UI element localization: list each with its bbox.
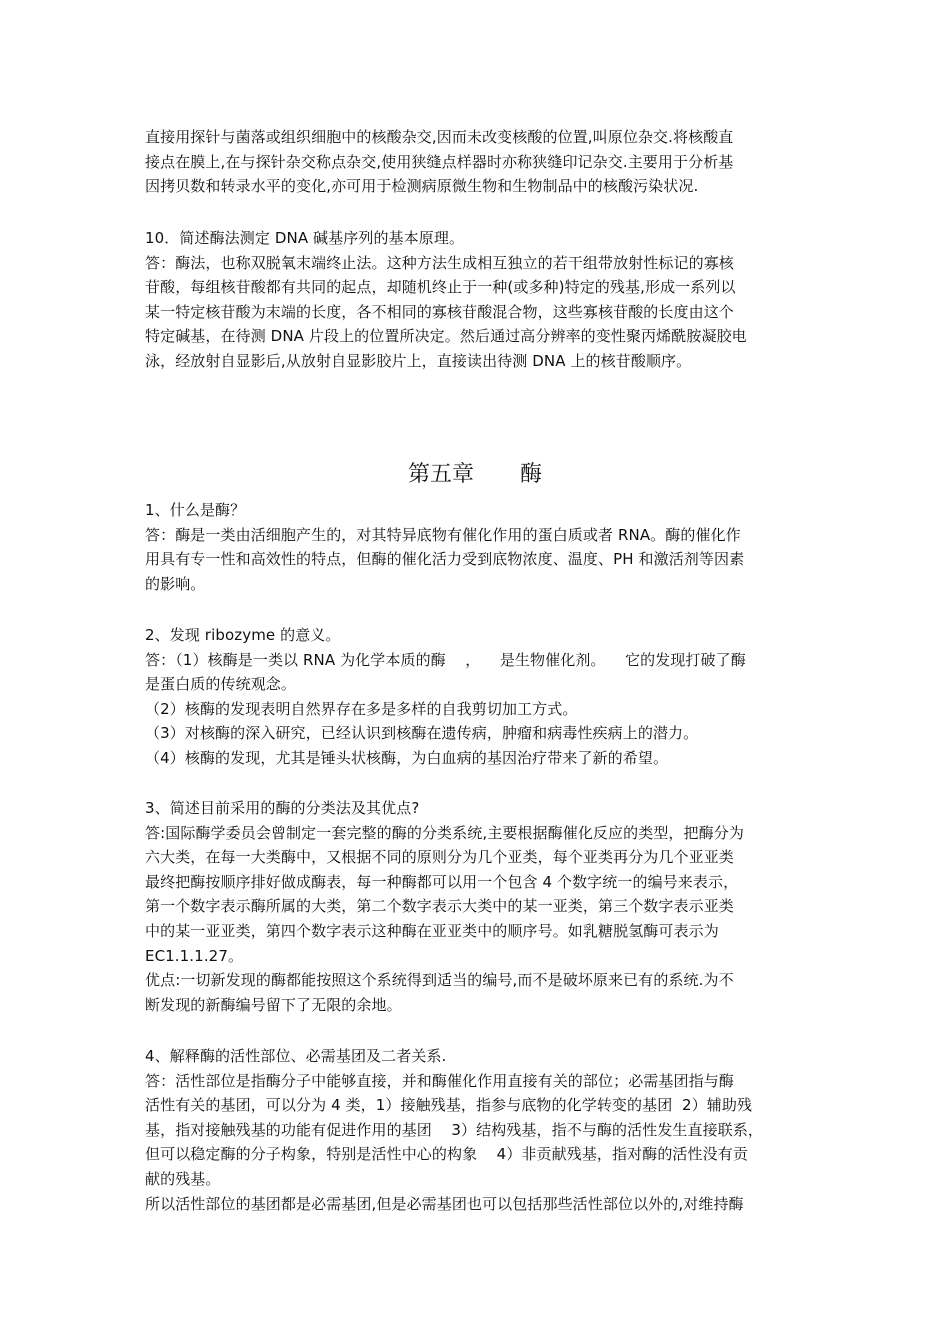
- text-line: 活性有关的基团，可以分为 4 类，1）接触残基，指参与底物的化学转变的基团 2）辅助残: [145, 1096, 753, 1115]
- text-line: 基，指对接触残基的功能有促进作用的基团 3）结构残基，指不与酶的活性发生直接联系，: [145, 1120, 764, 1139]
- chapter-number: 第五章: [407, 462, 474, 487]
- chapter-name: 酶: [520, 462, 543, 487]
- text-line: 的影响。: [145, 574, 206, 593]
- text-line: 因拷贝数和转录水平的变化,亦可用于检测病原微生物和生物制品中的核酸污染状况.: [145, 177, 699, 196]
- question-heading: 10．简述酶法测定 DNA 碱基序列的基本原理。: [145, 229, 465, 247]
- text-line: 但可以稳定酶的分子构象，特别是活性中心的构象 4）非贡献残基，指对酶的活性没有贡: [145, 1145, 748, 1164]
- text-line: 直接用探针与菌落或组织细胞中的核酸杂交,因而未改变核酸的位置,叫原位杂交.将核酸直: [145, 128, 734, 146]
- text-line: 第一个数字表示酶所属的大类，第二个数字表示大类中的某一亚类，第三个数字表示亚类: [145, 897, 734, 916]
- chapter-title: [0, 460, 950, 490]
- text-line: 答：（1）核酶是一类以 RNA 为化学本质的酶 ， 是生物催化剂。 它的发现打破了酶: [145, 650, 746, 669]
- text-line: 答:国际酶学委员会曾制定一套完整的酶的分类系统,主要根据酶催化反应的类型，把酶分为: [145, 823, 744, 842]
- text-line: 答：酶是一类由活细胞产生的，对其特异底物有催化作用的蛋白质或者 RNA。酶的催化作: [145, 525, 741, 544]
- question-1-what-is-enzyme: [145, 498, 817, 596]
- text-line: （4）核酶的发现，尤其是锤头状核酶，为白血病的基因治疗带来了新的希望。: [145, 748, 669, 767]
- text-line: 答：酶法，也称双脱氧末端终止法。这种方法生成相互独立的若干组带放射性标记的寡核: [145, 253, 734, 272]
- text-line: 用具有专一性和高效性的特点，但酶的催化活力受到底物浓度、温度、PH 和激活剂等因素: [145, 550, 745, 569]
- question-2-ribozyme: [145, 623, 817, 771]
- text-line: 六大类，在每一大类酶中，又根据不同的原则分为几个亚类，每个亚类再分为几个亚亚类: [145, 848, 734, 867]
- text-line: 断发现的新酶编号留下了无限的余地。: [145, 995, 402, 1014]
- text-line: 最终把酶按顺序排好做成酶表，每一种酶都可以用一个包含 4 个数字统一的编号来表示，: [145, 872, 739, 891]
- text-line: 泳，经放射自显影后,从放射自显影胶片上，直接读出待测 DNA 上的核苷酸顺序。: [145, 351, 692, 370]
- text-line: EC1.1.1.27。: [145, 946, 244, 965]
- text-line: （3）对核酶的深入研究，已经认识到核酶在遗传病，肿瘤和病毒性疾病上的潜力。: [145, 724, 699, 743]
- text-line: （2）核酶的发现表明自然界存在多是多样的自我剪切加工方式。: [145, 699, 578, 718]
- text-line: 某一特定核苷酸为末端的长度，各不相同的寡核苷酸混合物，这些寡核苷酸的长度由这个: [145, 302, 734, 321]
- text-line: 优点:一切新发现的酶都能按照这个系统得到适当的编号,而不是破坏原来已有的系统.为不: [145, 971, 734, 990]
- question-heading: 1、什么是酶？: [145, 501, 246, 519]
- paragraph-in-situ-hybridization: [145, 125, 817, 199]
- text-line: 是蛋白质的传统观念。: [145, 675, 297, 694]
- question-3-enzyme-classification: [145, 796, 817, 1017]
- text-line: 接点在膜上,在与探针杂交称点杂交,使用狭缝点样器时亦称狭缝印记杂交.主要用于分析基: [145, 152, 734, 171]
- text-line: 所以活性部位的基团都是必需基团,但是必需基团也可以包括那些活性部位以外的,对维持酶: [145, 1194, 744, 1213]
- question-heading: 4、解释酶的活性部位、必需基团及二者关系.: [145, 1047, 447, 1065]
- text-line: 献的残基。: [145, 1169, 221, 1188]
- text-line: 中的某一亚亚类，第四个数字表示这种酶在亚亚类中的顺序号。如乳糖脱氢酶可表示为: [145, 921, 719, 940]
- text-line: 答：活性部位是指酶分子中能够直接，并和酶催化作用直接有关的部位；必需基团指与酶: [145, 1071, 734, 1090]
- question-heading: 2、发现 ribozyme 的意义。: [145, 626, 341, 644]
- text-line: 特定碱基，在待测 DNA 片段上的位置所决定。然后通过高分辨率的变性聚丙烯酰胺凝胶电: [145, 327, 747, 346]
- question-4-active-site: [145, 1044, 817, 1216]
- question-heading: 3、简述目前采用的酶的分类法及其优点?: [145, 799, 420, 817]
- text-line: 苷酸，每组核苷酸都有共同的起点，却随机终止于一种(或多种)特定的残基,形成一系列以: [145, 278, 736, 297]
- question-10-dna-sequencing: [145, 226, 817, 374]
